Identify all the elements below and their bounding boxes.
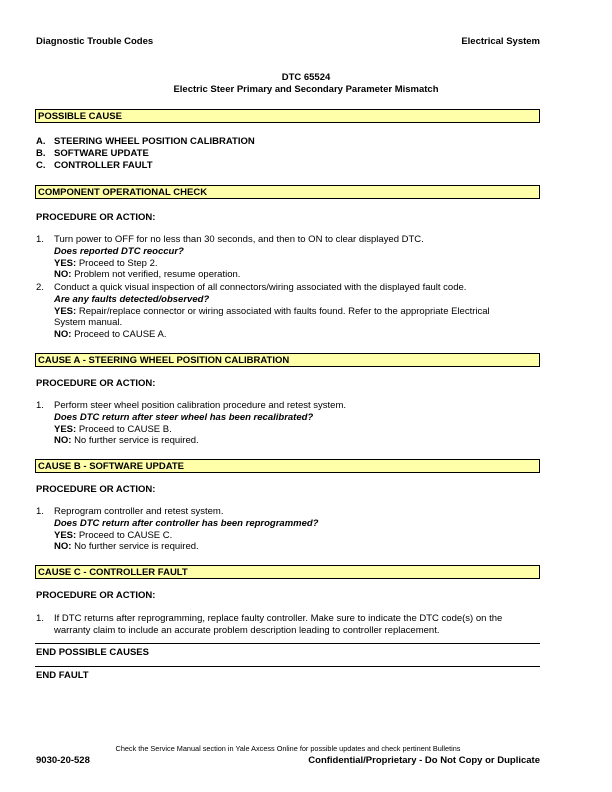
cause-item-a: A. STEERING WHEEL POSITION CALIBRATION bbox=[36, 136, 255, 147]
step-1: Turn power to OFF for no less than 30 seconds, and then to ON to clear displayed DTC. Does reported DTC reoccur? YES: Proceed to Step 2. NO: Problem not verified, resume operation. bbox=[54, 234, 424, 281]
header-right: Electrical System bbox=[461, 36, 540, 47]
step-number: 1. bbox=[36, 400, 44, 411]
cause-a-step: Perform steer wheel position calibration procedure and retest system. Does DTC return after steer wheel has been recalibrated? YES: Proceed to CAUSE B. NO: No further service is required. bbox=[54, 400, 346, 447]
cause-item-b: B. SOFTWARE UPDATE bbox=[36, 148, 149, 159]
step-2: Conduct a quick visual inspection of all connectors/wiring associated with the displayed fault code. Are any faults detected/observed? YES: Repair/replace connector or wiring associated with faults found. Refer to the appropriate Electrical System manual. NO: Proceed to CAUSE A. bbox=[54, 282, 490, 341]
step-number: 1. bbox=[36, 613, 44, 624]
step-number: 1. bbox=[36, 506, 44, 517]
divider bbox=[35, 666, 540, 667]
divider bbox=[35, 643, 540, 644]
cause-a-procedure-label: PROCEDURE OR ACTION: bbox=[36, 378, 156, 389]
dtc-title: Electric Steer Primary and Secondary Parameter Mismatch bbox=[173, 84, 439, 95]
step-number: 2. bbox=[36, 282, 44, 293]
possible-cause-heading: POSSIBLE CAUSE bbox=[35, 109, 540, 123]
end-fault: END FAULT bbox=[36, 670, 89, 681]
cause-c-procedure-label: PROCEDURE OR ACTION: bbox=[36, 590, 156, 601]
cause-b-heading: CAUSE B - SOFTWARE UPDATE bbox=[35, 459, 540, 473]
component-check-heading: COMPONENT OPERATIONAL CHECK bbox=[35, 185, 540, 199]
cause-item-c: C. CONTROLLER FAULT bbox=[36, 160, 153, 171]
step-number: 1. bbox=[36, 234, 44, 245]
cause-c-heading: CAUSE C - CONTROLLER FAULT bbox=[35, 565, 540, 579]
doc-number: 9030-20-528 bbox=[36, 755, 90, 766]
confidential-notice: Confidential/Proprietary - Do Not Copy or Duplicate bbox=[308, 755, 540, 766]
end-possible-causes: END POSSIBLE CAUSES bbox=[36, 647, 149, 658]
component-procedure-label: PROCEDURE OR ACTION: bbox=[36, 212, 156, 223]
footer-note: Check the Service Manual section in Yale Axcess Online for possible updates and check pertinent Bulletins bbox=[115, 744, 461, 753]
dtc-number: DTC 65524 bbox=[281, 72, 331, 83]
cause-a-heading: CAUSE A - STEERING WHEEL POSITION CALIBRATION bbox=[35, 353, 540, 367]
cause-c-step: If DTC returns after reprogramming, replace faulty controller. Make sure to indicate the DTC code(s) on the warranty claim to include an accurate problem description leading to controller replacement. bbox=[54, 613, 503, 636]
cause-b-procedure-label: PROCEDURE OR ACTION: bbox=[36, 484, 156, 495]
cause-b-step: Reprogram controller and retest system. Does DTC return after controller has been reprogrammed? YES: Proceed to CAUSE C. NO: No further service is required. bbox=[54, 506, 319, 553]
header-left: Diagnostic Trouble Codes bbox=[36, 36, 154, 47]
